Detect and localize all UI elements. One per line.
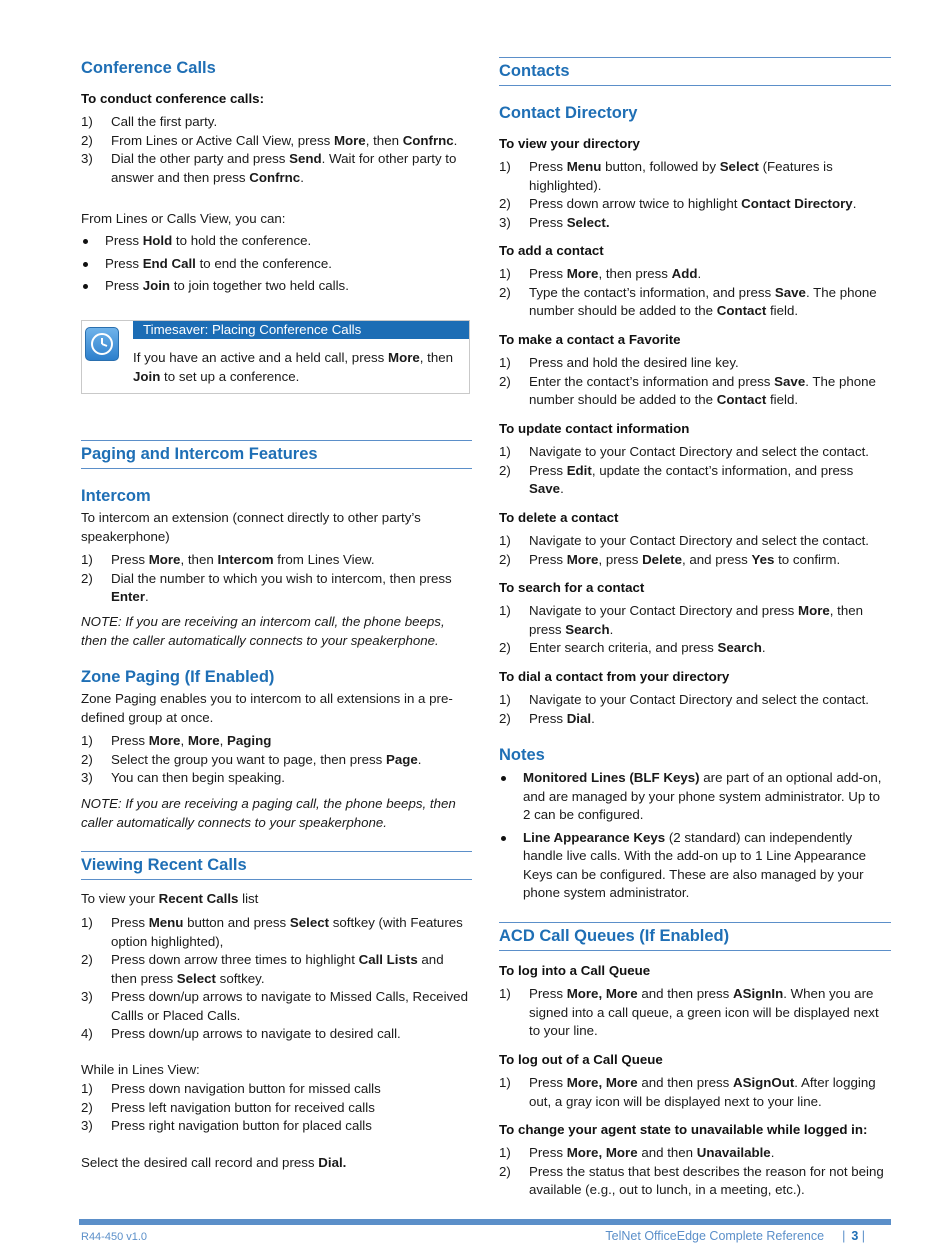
bold-text: Contact Directory <box>741 196 853 211</box>
text-run: softkey (with Features option highlighted), <box>111 915 463 949</box>
text-run: Press down arrow three times to highlight <box>111 952 359 967</box>
text-run: Select the group you want to page, then press <box>111 751 386 767</box>
text-run: and then press <box>637 986 733 1001</box>
text-run: to join together two held calls. <box>170 278 349 293</box>
text-run: Dial the other party and press <box>111 151 290 166</box>
step-number: 1) <box>499 603 511 618</box>
list-item <box>499 443 891 462</box>
text-run: and then press <box>637 1075 733 1090</box>
list-item <box>81 551 472 570</box>
clock-icon <box>85 327 119 361</box>
bold-text: Search <box>717 640 762 655</box>
text-run: , update the contact’s information, and press <box>591 462 854 478</box>
bold-text: Intercom <box>217 552 274 567</box>
text-run: . <box>560 481 564 496</box>
group-head-favorite: To make a contact a Favorite <box>499 332 681 347</box>
bullet-icon <box>501 776 506 781</box>
recent-calls-intro <box>81 890 472 909</box>
text-run: , and press <box>682 551 752 567</box>
group-steps-dial <box>499 691 891 728</box>
bold-text: ASignIn <box>732 986 784 1001</box>
bold-text: Send <box>289 151 322 166</box>
step-number: 2) <box>499 196 511 211</box>
bold-text: Join <box>133 368 161 384</box>
bold-text: Unavailable <box>696 1145 771 1160</box>
footer-doc-id: R44-450 v1.0 <box>81 1231 148 1243</box>
recent-calls-heading: Viewing Recent Calls <box>81 851 472 880</box>
step-number: 1) <box>499 444 511 459</box>
contact-directory-heading: Contact Directory <box>499 104 638 122</box>
text-run: . <box>453 132 458 148</box>
text-run: softkey. <box>215 970 265 986</box>
text-run: Press <box>529 266 567 281</box>
text-run: , then press <box>598 266 672 281</box>
text-run: and then <box>637 1145 697 1160</box>
text-run: Press <box>529 986 567 1001</box>
bold-text: More <box>566 551 599 567</box>
step-number: 2) <box>499 1163 511 1179</box>
text-run: field. <box>766 392 799 407</box>
conference-calls-heading: Conference Calls <box>81 59 216 77</box>
text-run: . <box>697 266 702 281</box>
bold-text: Call Lists <box>358 952 418 967</box>
list-item <box>81 1025 472 1044</box>
text-run: . <box>591 710 595 726</box>
text-run: Navigate to your Contact Directory and press <box>529 603 799 618</box>
bold-text: Contact <box>716 303 767 318</box>
text-run: to end the conference. <box>195 255 332 271</box>
bold-text: Paging <box>227 733 272 748</box>
bullet-item <box>499 769 891 825</box>
step-number: 3) <box>81 989 93 1004</box>
text-run: button, followed by <box>601 159 720 174</box>
bold-text: Dial. <box>318 1155 347 1170</box>
group-head-delete: To delete a contact <box>499 510 619 525</box>
conference-subheading: To conduct conference calls: <box>81 91 264 106</box>
step-number: 2) <box>81 570 93 586</box>
list-item <box>499 284 891 321</box>
conference-bullets <box>81 232 472 300</box>
step-number: 1) <box>81 552 93 567</box>
text-run: Navigate to your Contact Directory and select the contact. <box>529 692 869 707</box>
text-run: , then <box>180 552 218 567</box>
text-run: field. <box>766 303 799 318</box>
step-number: 1) <box>499 1145 511 1160</box>
text-run: . The phone number should be added to the <box>529 373 876 407</box>
group-head-add: To add a contact <box>499 243 604 258</box>
list-item <box>81 570 472 607</box>
lines-view-steps <box>81 1080 472 1136</box>
list-item <box>499 462 891 499</box>
bold-text: Add <box>671 266 698 281</box>
bold-text: More, More <box>566 1075 638 1090</box>
text-run: Press <box>529 214 567 230</box>
step-number: 1) <box>499 266 511 281</box>
list-item <box>81 951 472 988</box>
text-run: Call the first party. <box>111 114 218 129</box>
group-steps-favorite <box>499 354 891 410</box>
step-number: 2) <box>81 952 93 967</box>
group-head-dial: To dial a contact from your directory <box>499 669 730 684</box>
text-run: Dial the number to which you wish to intercom, then press <box>111 570 452 586</box>
text-run: Press <box>529 1075 567 1090</box>
list-item <box>499 265 891 284</box>
list-item <box>81 113 472 132</box>
acd-steps-unavailable <box>499 1144 891 1200</box>
list-item <box>499 195 891 214</box>
text-run: Navigate to your Contact Directory and select the contact. <box>529 444 869 459</box>
text-run: to confirm. <box>774 551 841 567</box>
bold-text: Save <box>774 373 806 389</box>
conference-steps <box>81 113 472 187</box>
step-number: 3) <box>81 1118 93 1133</box>
text-run: To view your <box>81 891 159 906</box>
text-run: . <box>609 621 614 637</box>
step-number: 3) <box>499 214 511 230</box>
acd-head-unavailable: To change your agent state to unavailable while logged in: <box>499 1122 868 1137</box>
step-number: 1) <box>81 1081 93 1096</box>
text-run: Press <box>529 159 567 174</box>
bold-text: More <box>566 266 599 281</box>
page-number: 3 <box>851 1229 859 1243</box>
bold-text: ASignOut <box>732 1075 795 1090</box>
text-run: Type the contact’s information, and press <box>529 284 775 300</box>
recent-calls-final <box>81 1154 472 1173</box>
list-item <box>499 691 891 710</box>
bold-text: More <box>798 603 830 618</box>
text-run: Press <box>105 278 143 293</box>
text-run: (2 standard) can independently handle live calls. With the add-on up to 1 Line Appearance Keys can be configured. These are also managed by your phone system administrator. <box>523 829 866 900</box>
bold-text: More <box>187 733 220 748</box>
bold-text: Edit <box>566 462 592 478</box>
footer-separator-end: | <box>861 1229 865 1243</box>
text-run: If you have an active and a held call, press <box>133 350 389 365</box>
text-run: Enter search criteria, and press <box>529 640 718 655</box>
bold-text: Select <box>289 915 330 930</box>
text-run: Press <box>111 915 149 930</box>
step-number: 2) <box>499 284 511 300</box>
text-run: Press down navigation button for missed calls <box>111 1081 381 1096</box>
step-number: 1) <box>499 355 511 370</box>
text-run: . The phone number should be added to the <box>529 284 877 318</box>
text-run: button and press <box>183 915 290 930</box>
zone-paging-note: NOTE: If you are receiving a paging call, the phone beeps, then caller automatically connects to your speakerphone. <box>81 796 456 830</box>
bullet-item <box>81 232 472 251</box>
bullet-item <box>81 255 472 274</box>
step-number: 1) <box>499 159 511 174</box>
bold-text: Dial <box>566 710 592 726</box>
step-number: 1) <box>499 533 511 548</box>
text-run: Press down/up arrows to navigate to Missed Calls, Received Callls or Placed Calls. <box>111 989 468 1023</box>
bold-text: More, More <box>566 986 638 1001</box>
bold-text: More <box>333 132 366 148</box>
text-run: Enter the contact’s information and press <box>529 373 775 389</box>
text-run: Press <box>111 552 149 567</box>
step-number: 2) <box>81 1099 93 1115</box>
text-run: , <box>180 733 188 748</box>
text-run: , then press <box>529 603 864 637</box>
zone-paging-intro: Zone Paging enables you to intercom to all extensions in a pre-defined group at once. <box>81 691 453 725</box>
list-item <box>499 158 891 195</box>
bold-text: Select <box>176 970 216 986</box>
bullet-icon <box>83 284 88 289</box>
list-item <box>81 132 472 151</box>
step-number: 3) <box>81 770 93 785</box>
step-number: 2) <box>499 640 511 655</box>
group-head-search: To search for a contact <box>499 580 645 595</box>
step-number: 3) <box>81 151 93 166</box>
step-number: 2) <box>499 710 511 726</box>
footer-title-block <box>605 1228 865 1244</box>
bold-text: Confrnc <box>402 132 454 148</box>
text-run: . <box>770 1145 775 1160</box>
step-number: 1) <box>81 915 93 930</box>
text-run: Press right navigation button for placed calls <box>111 1118 372 1133</box>
step-number: 2) <box>499 373 511 389</box>
notes-bullets <box>499 769 891 907</box>
acd-steps-login <box>499 985 891 1041</box>
list-item <box>81 732 472 751</box>
bold-text: Search <box>565 621 610 637</box>
text-run: Press down/up arrows to navigate to desired call. <box>111 1026 401 1041</box>
text-run: You can then begin speaking. <box>111 770 285 785</box>
bold-text: Select <box>719 159 759 174</box>
list-item <box>499 551 891 570</box>
group-steps-add <box>499 265 891 321</box>
bold-text: Monitored Lines (BLF Keys) <box>523 770 700 785</box>
text-run: Press <box>111 733 149 748</box>
list-item <box>499 354 891 373</box>
bold-text: Save <box>774 284 806 300</box>
timesaver-title: Timesaver: Placing Conference Calls <box>133 321 469 339</box>
text-run: Select the desired call record and press <box>81 1155 319 1170</box>
list-item <box>81 1099 472 1118</box>
text-run: are part of an optional add-on, and are managed by your phone system administrator. Up to 2 can be configured. <box>523 770 882 822</box>
notes-heading: Notes <box>499 746 545 764</box>
bold-text: Page <box>385 751 418 767</box>
list-item <box>499 373 891 410</box>
bold-text: More <box>388 350 420 365</box>
group-head-update: To update contact information <box>499 421 690 436</box>
list-item <box>81 150 472 187</box>
list-item <box>499 1074 891 1111</box>
text-run: . After logging out, a gray icon will be displayed next to your line. <box>529 1075 876 1109</box>
bullet-item <box>499 829 891 903</box>
timesaver-box <box>81 320 470 394</box>
text-run: From Lines or Active Call View, press <box>111 132 334 148</box>
step-number: 1) <box>499 692 511 707</box>
zone-paging-heading: Zone Paging (If Enabled) <box>81 668 275 686</box>
list-item <box>499 532 891 551</box>
text-run: Press <box>529 551 567 567</box>
text-run: Press <box>529 710 567 726</box>
conference-intro: From Lines or Calls View, you can: <box>81 211 286 226</box>
text-run: . Wait for other party to answer and then press <box>111 151 457 185</box>
text-run: , then <box>419 350 454 365</box>
bold-text: Menu <box>566 159 602 174</box>
bold-text: Contact <box>716 392 767 407</box>
text-run: . <box>145 589 149 604</box>
paging-intercom-heading: Paging and Intercom Features <box>81 440 472 469</box>
bold-text: Line Appearance Keys <box>523 829 666 845</box>
footer-rule <box>79 1219 891 1225</box>
step-number: 2) <box>499 551 511 567</box>
text-run: Press and hold the desired line key. <box>529 355 739 370</box>
step-number: 2) <box>81 751 93 767</box>
list-item <box>499 214 891 233</box>
text-run: Press <box>105 233 143 248</box>
bold-text: More, More <box>566 1145 638 1160</box>
text-run: Press <box>529 462 567 478</box>
step-number: 1) <box>81 114 93 129</box>
bold-text: Hold <box>142 233 173 248</box>
text-run: Press the status that best describes the reason for not being available (e.g., out to lunch, in a meeting, etc.). <box>529 1163 884 1197</box>
step-number: 2) <box>81 132 93 148</box>
footer-title: TelNet OfficeEdge Complete Reference <box>605 1229 825 1243</box>
group-steps-search <box>499 602 891 658</box>
bold-text: Enter <box>111 589 145 604</box>
intercom-intro: To intercom an extension (connect directly to other party’s speakerphone) <box>81 510 421 544</box>
text-run: Press <box>105 255 143 271</box>
text-run: to set up a conference. <box>160 368 300 384</box>
bold-text: End Call <box>142 255 196 271</box>
text-run: Press left navigation button for received calls <box>111 1099 375 1115</box>
text-run: . <box>761 640 766 655</box>
acd-steps-logout <box>499 1074 891 1111</box>
lines-view-intro: While in Lines View: <box>81 1062 200 1077</box>
step-number: 1) <box>499 1075 511 1090</box>
text-run: and then press <box>111 952 444 986</box>
bullet-icon <box>501 836 506 841</box>
group-steps-view <box>499 158 891 232</box>
list-item <box>81 1117 472 1136</box>
bullet-icon <box>83 239 88 244</box>
step-number: 2) <box>499 462 511 478</box>
list-item <box>81 914 472 951</box>
bold-text: Confrnc <box>249 169 301 185</box>
text-run: . <box>300 169 304 185</box>
intercom-note: NOTE: If you are receiving an intercom call, the phone beeps, then the caller automatically connects to your speakerphone. <box>81 614 445 648</box>
group-steps-delete <box>499 532 891 569</box>
step-number: 1) <box>81 733 93 748</box>
bold-text: Delete <box>642 551 682 567</box>
contacts-heading: Contacts <box>499 57 891 86</box>
bold-text: Join <box>142 278 171 293</box>
recent-calls-steps <box>81 914 472 1044</box>
text-run: . When you are signed into a call queue, a green icon will be displayed next to your line. <box>529 986 879 1038</box>
bullet-icon <box>83 262 88 267</box>
text-run: Press <box>529 1145 567 1160</box>
text-run: Press down arrow twice to highlight <box>529 196 742 211</box>
text-run: , then <box>365 132 403 148</box>
bullet-item <box>81 277 472 296</box>
list-item <box>81 769 472 788</box>
text-run: (Features is highlighted). <box>529 159 833 193</box>
list-item <box>499 710 891 729</box>
bold-text: More <box>148 552 181 567</box>
step-number: 1) <box>499 986 511 1001</box>
list-item <box>499 639 891 658</box>
bold-text: Select. <box>566 214 610 230</box>
footer-separator: | <box>842 1229 846 1243</box>
bold-text: Recent Calls <box>158 891 239 906</box>
text-run: , <box>219 733 228 748</box>
group-steps-update <box>499 443 891 499</box>
list-item <box>499 1163 891 1200</box>
bold-text: Yes <box>751 551 775 567</box>
acd-head-logout: To log out of a Call Queue <box>499 1052 663 1067</box>
bold-text: Save <box>529 481 561 496</box>
intercom-heading: Intercom <box>81 487 151 505</box>
text-run: Navigate to your Contact Directory and select the contact. <box>529 533 869 548</box>
text-run: to hold the conference. <box>172 233 312 248</box>
list-item <box>81 751 472 770</box>
acd-heading: ACD Call Queues (If Enabled) <box>499 922 891 951</box>
group-head-view: To view your directory <box>499 136 640 151</box>
bold-text: More <box>148 733 181 748</box>
acd-head-login: To log into a Call Queue <box>499 963 651 978</box>
list-item <box>499 602 891 639</box>
step-number: 4) <box>81 1026 93 1041</box>
list-item <box>81 988 472 1025</box>
list-item <box>81 1080 472 1099</box>
text-run: , press <box>598 551 643 567</box>
list-item <box>499 1144 891 1163</box>
zone-paging-steps <box>81 732 472 788</box>
intercom-steps <box>81 551 472 607</box>
text-run: from Lines View. <box>273 552 375 567</box>
text-run: list <box>238 891 259 906</box>
list-item <box>499 985 891 1041</box>
timesaver-body <box>133 349 463 386</box>
text-run: . <box>852 196 857 211</box>
bold-text: Menu <box>148 915 184 930</box>
text-run: . <box>417 751 422 767</box>
